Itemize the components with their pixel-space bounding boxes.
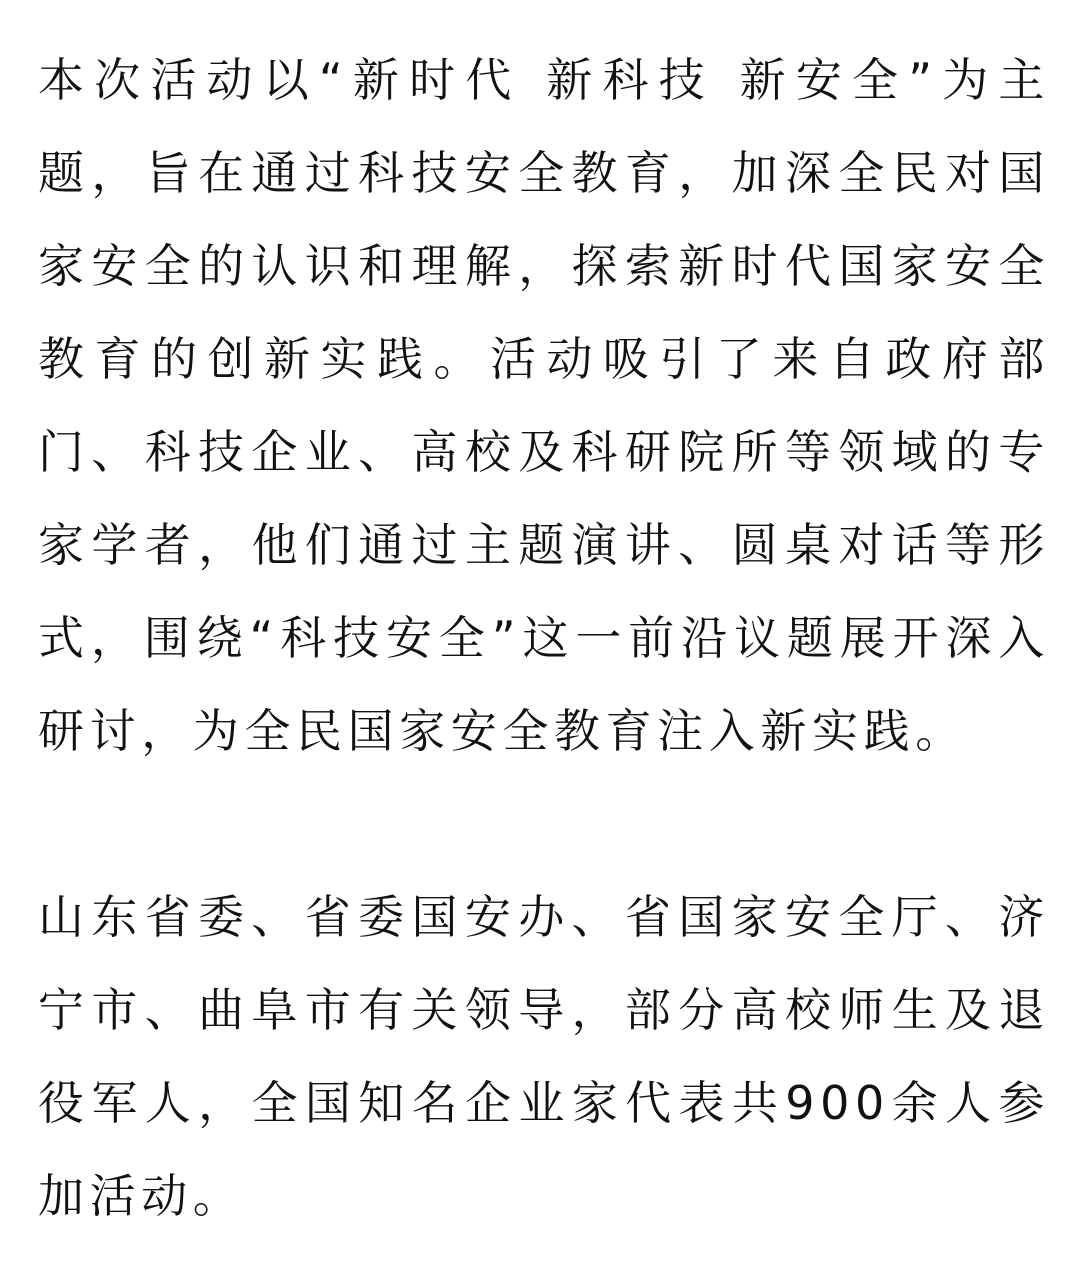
article-body bbox=[38, 34, 1050, 1243]
paragraph-event-theme: 本次活动以“新时代 新科技 新安全”为主题，旨在通过科技安全教育，加深全民对国家安全的认识和理解，探索新时代国家安全教育的创新实践。活动吸引了来自政府部门、科技企业、高校及科研院所等领域的专家学者，他们通过主题演讲、圆桌对话等形式，围绕“科技安全”这一前沿议题展开深入研讨，为全民国家安全教育注入新实践。 bbox=[38, 53, 1050, 758]
paragraph-attendees: 山东省委、省委国安办、省国家安全厅、济宁市、曲阜市有关领导，部分高校师生及退役军人，全国知名企业家代表共900余人参加活动。 bbox=[38, 890, 1050, 1223]
